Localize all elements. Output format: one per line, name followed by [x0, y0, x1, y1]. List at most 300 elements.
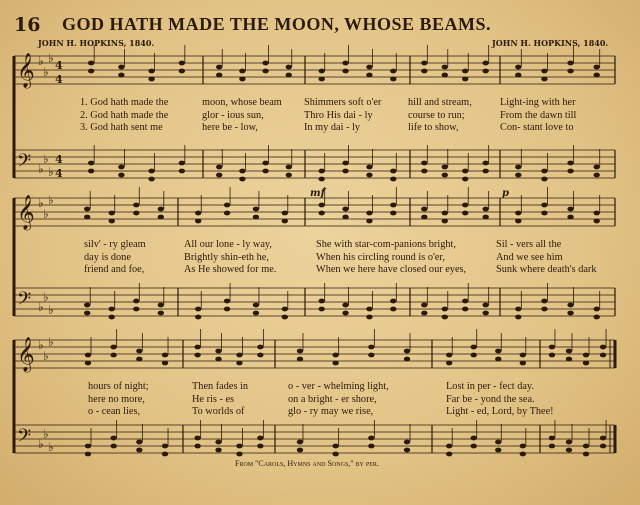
- note-head: [236, 353, 242, 358]
- note-head: [462, 211, 468, 216]
- note-head: [482, 69, 488, 74]
- lyric: glo - ry may we rise,: [288, 406, 374, 417]
- note-head: [257, 444, 263, 449]
- page-number: 16: [14, 14, 41, 36]
- lyric: o - ver - whelming light,: [288, 381, 389, 392]
- note-head: [342, 215, 348, 220]
- flat-icon: ♭: [43, 207, 49, 221]
- note-head: [319, 177, 325, 182]
- note-head: [342, 303, 348, 308]
- note-head: [515, 219, 521, 224]
- time-signature: 4: [55, 73, 63, 86]
- note-head: [162, 444, 168, 449]
- note-head: [541, 77, 547, 82]
- note-head: [462, 69, 468, 74]
- note-head: [594, 73, 600, 78]
- note-head: [462, 177, 468, 182]
- note-head: [390, 77, 396, 82]
- note-head: [549, 345, 555, 350]
- note-head: [342, 161, 348, 166]
- note-head: [515, 211, 521, 216]
- note-head: [215, 357, 221, 362]
- note-head: [366, 173, 372, 178]
- note-head: [482, 61, 488, 66]
- note-head: [224, 307, 230, 312]
- note-head: [286, 73, 292, 78]
- note-head: [236, 452, 242, 457]
- note-head: [594, 219, 600, 224]
- note-head: [462, 299, 468, 304]
- note-head: [195, 315, 201, 320]
- note-head: [85, 361, 91, 366]
- note-head: [110, 436, 116, 441]
- lyric: Then fades in: [192, 381, 249, 392]
- note-head: [421, 215, 427, 220]
- lyric: 2. God hath made the: [80, 109, 169, 121]
- note-head: [442, 173, 448, 178]
- lyric: Light-ing with her: [500, 97, 576, 108]
- note-head: [148, 169, 154, 174]
- note-head: [297, 349, 303, 354]
- note-head: [158, 311, 164, 316]
- lyric: silv' - ry gleam: [84, 239, 146, 250]
- lyric: He ris - es: [192, 393, 235, 405]
- verse-line: [88, 381, 608, 394]
- note-head: [446, 452, 452, 457]
- note-head: [216, 165, 222, 170]
- note-head: [594, 65, 600, 70]
- flat-icon: ♭: [48, 335, 54, 349]
- lyric: And we see him: [496, 251, 563, 263]
- lyric: Far be - yond the sea.: [446, 393, 535, 405]
- note-head: [520, 452, 526, 457]
- note-head: [515, 65, 521, 70]
- lyric: All our lone - ly way,: [184, 239, 272, 250]
- note-head: [179, 169, 185, 174]
- note-head: [567, 303, 573, 308]
- lyric: From the dawn till: [500, 109, 577, 121]
- note-head: [442, 315, 448, 320]
- note-head: [482, 207, 488, 212]
- treble-clef-icon: 𝄞: [17, 337, 35, 372]
- note-head: [366, 65, 372, 70]
- note-head: [110, 353, 116, 358]
- note-head: [195, 211, 201, 216]
- note-head: [471, 353, 477, 358]
- lyric: Brightly shin-eth he,: [184, 251, 269, 263]
- note-head: [404, 448, 410, 453]
- note-head: [515, 73, 521, 78]
- note-head: [600, 345, 606, 350]
- note-head: [583, 361, 589, 366]
- note-head: [88, 69, 94, 74]
- lyric: Sil - vers all the: [496, 239, 562, 250]
- note-head: [368, 345, 374, 350]
- note-head: [549, 444, 555, 449]
- composer-left: JOHN H. HOPKINS, 1840.: [38, 38, 155, 48]
- note-head: [257, 345, 263, 350]
- note-head: [253, 303, 259, 308]
- bass-clef-icon: 𝄢: [17, 151, 32, 176]
- note-head: [368, 353, 374, 358]
- note-head: [85, 444, 91, 449]
- flat-icon: ♭: [48, 165, 54, 179]
- composer-right: JOHN H. HOPKINS, 1840.: [492, 38, 609, 48]
- note-head: [133, 211, 139, 216]
- verse-line: [88, 406, 608, 419]
- note-head: [583, 452, 589, 457]
- flat-icon: ♭: [38, 162, 44, 176]
- hymn-title: GOD HATH MADE THE MOON, WHOSE BEAMS.: [62, 14, 492, 34]
- note-head: [471, 444, 477, 449]
- note-head: [286, 165, 292, 170]
- note-head: [88, 161, 94, 166]
- dynamic-p: p: [502, 188, 509, 199]
- note-head: [446, 444, 452, 449]
- note-head: [520, 361, 526, 366]
- note-head: [583, 353, 589, 358]
- note-head: [594, 211, 600, 216]
- note-head: [366, 219, 372, 224]
- dynamic-mf: mf: [310, 188, 325, 199]
- flat-icon: ♭: [43, 427, 49, 441]
- note-head: [162, 452, 168, 457]
- note-head: [471, 345, 477, 350]
- note-head: [332, 452, 338, 457]
- flat-icon: ♭: [38, 338, 44, 352]
- flat-icon: ♭: [38, 437, 44, 451]
- note-head: [286, 65, 292, 70]
- note-head: [253, 207, 259, 212]
- flat-icon: ♭: [38, 300, 44, 314]
- note-head: [462, 203, 468, 208]
- note-head: [567, 69, 573, 74]
- note-head: [319, 69, 325, 74]
- note-head: [297, 448, 303, 453]
- note-head: [85, 353, 91, 358]
- note-head: [515, 165, 521, 170]
- lyric: Con- stant love to: [500, 122, 574, 133]
- note-head: [224, 299, 230, 304]
- note-head: [282, 315, 288, 320]
- note-head: [482, 303, 488, 308]
- note-head: [148, 77, 154, 82]
- lyric: hours of night;: [88, 381, 149, 392]
- note-head: [442, 219, 448, 224]
- note-head: [583, 444, 589, 449]
- lyric: Sunk where death's dark: [496, 264, 597, 275]
- note-head: [495, 440, 501, 445]
- time-signature: 4: [55, 167, 63, 180]
- note-head: [85, 452, 91, 457]
- lyric: here be - low,: [202, 122, 258, 133]
- note-head: [567, 215, 573, 220]
- note-head: [332, 361, 338, 366]
- note-head: [136, 448, 142, 453]
- note-head: [541, 69, 547, 74]
- note-head: [216, 65, 222, 70]
- note-head: [239, 77, 245, 82]
- note-head: [109, 307, 115, 312]
- note-head: [88, 169, 94, 174]
- verse-line: [80, 97, 610, 110]
- note-head: [179, 61, 185, 66]
- note-head: [88, 61, 94, 66]
- flat-icon: ♭: [48, 193, 54, 207]
- note-head: [319, 307, 325, 312]
- note-head: [239, 69, 245, 74]
- note-head: [109, 315, 115, 320]
- note-head: [541, 203, 547, 208]
- note-head: [442, 165, 448, 170]
- lyric: When we here have closed our eyes,: [316, 264, 467, 275]
- note-head: [390, 307, 396, 312]
- note-head: [319, 203, 325, 208]
- note-head: [118, 73, 124, 78]
- note-head: [84, 303, 90, 308]
- note-head: [194, 436, 200, 441]
- note-head: [471, 436, 477, 441]
- note-head: [520, 353, 526, 358]
- lyric: friend and foe,: [84, 264, 145, 275]
- note-head: [549, 436, 555, 441]
- note-head: [566, 440, 572, 445]
- lyric: hill and stream,: [408, 97, 472, 108]
- note-head: [366, 307, 372, 312]
- lyric: When his circling round is o'er,: [316, 251, 445, 263]
- note-head: [215, 440, 221, 445]
- flat-icon: ♭: [48, 440, 54, 454]
- lyric: Thro His dai - ly: [304, 109, 373, 121]
- note-head: [390, 177, 396, 182]
- note-head: [600, 353, 606, 358]
- note-head: [133, 203, 139, 208]
- note-head: [262, 69, 268, 74]
- lyrics-system-2: [84, 239, 614, 277]
- note-head: [442, 307, 448, 312]
- lyric: life to show,: [408, 122, 459, 133]
- note-head: [421, 311, 427, 316]
- note-head: [567, 161, 573, 166]
- note-head: [109, 211, 115, 216]
- note-head: [224, 211, 230, 216]
- note-head: [600, 436, 606, 441]
- note-head: [253, 311, 259, 316]
- note-head: [462, 169, 468, 174]
- note-head: [541, 307, 547, 312]
- lyric: She with star-com-panions bright,: [316, 239, 456, 250]
- note-head: [282, 211, 288, 216]
- note-head: [541, 211, 547, 216]
- lyric: Lost in per - fect day.: [446, 381, 534, 392]
- lyric: on a bright - er shore,: [288, 393, 377, 405]
- note-head: [239, 177, 245, 182]
- note-head: [297, 440, 303, 445]
- note-head: [566, 448, 572, 453]
- note-head: [421, 69, 427, 74]
- note-head: [421, 61, 427, 66]
- verse-line: [84, 252, 614, 265]
- note-head: [133, 299, 139, 304]
- flat-icon: ♭: [38, 196, 44, 210]
- note-head: [390, 69, 396, 74]
- note-head: [594, 165, 600, 170]
- flat-icon: ♭: [43, 65, 49, 79]
- treble-clef-icon: 𝄞: [17, 53, 35, 88]
- note-head: [368, 436, 374, 441]
- flat-icon: ♭: [43, 290, 49, 304]
- bass-clef-icon: 𝄢: [17, 289, 32, 314]
- note-head: [566, 357, 572, 362]
- note-head: [342, 69, 348, 74]
- note-head: [446, 353, 452, 358]
- source-credit: From "Carols, Hymns and Songs," by per.: [235, 459, 379, 468]
- note-head: [600, 444, 606, 449]
- note-head: [224, 203, 230, 208]
- time-signature: 4: [55, 59, 63, 72]
- flat-icon: ♭: [38, 54, 44, 68]
- verse-line: [84, 239, 614, 252]
- lyric: To worlds of: [192, 406, 245, 417]
- lyric: day is done: [84, 251, 131, 263]
- note-head: [520, 444, 526, 449]
- note-head: [84, 215, 90, 220]
- note-head: [342, 169, 348, 174]
- note-head: [482, 161, 488, 166]
- note-head: [118, 173, 124, 178]
- lyric: Shimmers soft o'er: [304, 97, 382, 108]
- note-head: [421, 161, 427, 166]
- verse-line: [80, 110, 610, 123]
- note-head: [446, 361, 452, 366]
- note-head: [194, 444, 200, 449]
- note-head: [236, 361, 242, 366]
- note-head: [541, 299, 547, 304]
- note-head: [194, 353, 200, 358]
- note-head: [162, 361, 168, 366]
- note-head: [442, 73, 448, 78]
- note-head: [594, 307, 600, 312]
- note-head: [368, 444, 374, 449]
- note-head: [286, 173, 292, 178]
- note-head: [84, 207, 90, 212]
- note-head: [319, 169, 325, 174]
- note-head: [594, 315, 600, 320]
- note-head: [215, 349, 221, 354]
- verse-line: [84, 264, 614, 277]
- flat-icon: ♭: [43, 349, 49, 363]
- note-head: [215, 448, 221, 453]
- note-head: [404, 440, 410, 445]
- note-head: [262, 169, 268, 174]
- note-head: [332, 353, 338, 358]
- note-head: [342, 207, 348, 212]
- note-head: [179, 69, 185, 74]
- bass-clef-icon: 𝄢: [17, 426, 32, 451]
- note-head: [421, 207, 427, 212]
- note-head: [390, 211, 396, 216]
- lyric: course to run;: [408, 109, 465, 121]
- note-head: [462, 77, 468, 82]
- note-head: [110, 345, 116, 350]
- note-head: [342, 61, 348, 66]
- note-head: [390, 203, 396, 208]
- note-head: [162, 353, 168, 358]
- lyric: 3. God hath sent me: [80, 122, 163, 133]
- note-head: [567, 61, 573, 66]
- note-head: [495, 357, 501, 362]
- note-head: [319, 211, 325, 216]
- time-signature: 4: [55, 153, 63, 166]
- note-head: [366, 315, 372, 320]
- note-head: [216, 73, 222, 78]
- note-head: [515, 173, 521, 178]
- note-head: [257, 353, 263, 358]
- note-head: [515, 315, 521, 320]
- note-head: [495, 448, 501, 453]
- note-head: [541, 169, 547, 174]
- verse-line: [88, 394, 608, 407]
- note-head: [118, 65, 124, 70]
- note-head: [195, 307, 201, 312]
- lyrics-system-3: [88, 381, 608, 419]
- note-head: [84, 311, 90, 316]
- note-head: [482, 311, 488, 316]
- note-head: [442, 65, 448, 70]
- lyrics-system-1: [80, 97, 610, 135]
- note-head: [366, 73, 372, 78]
- note-head: [319, 77, 325, 82]
- note-head: [332, 444, 338, 449]
- lyric: Light - ed, Lord, by Thee!: [446, 406, 554, 417]
- note-head: [567, 311, 573, 316]
- note-head: [110, 444, 116, 449]
- note-head: [136, 349, 142, 354]
- lyric: As He showed for me.: [184, 264, 277, 275]
- note-head: [297, 357, 303, 362]
- note-head: [148, 177, 154, 182]
- lyric: glor - ious sun,: [202, 109, 264, 121]
- note-head: [390, 299, 396, 304]
- note-head: [109, 219, 115, 224]
- lyric: o - cean lies,: [88, 406, 141, 417]
- note-head: [366, 165, 372, 170]
- note-head: [567, 169, 573, 174]
- note-head: [495, 349, 501, 354]
- flat-icon: ♭: [48, 303, 54, 317]
- verse-line: [80, 122, 610, 135]
- note-head: [236, 444, 242, 449]
- note-head: [136, 357, 142, 362]
- lyric: moon, whose beam: [202, 97, 282, 108]
- note-head: [282, 219, 288, 224]
- note-head: [462, 307, 468, 312]
- note-head: [216, 173, 222, 178]
- flat-icon: ♭: [48, 51, 54, 65]
- note-head: [262, 61, 268, 66]
- note-head: [133, 307, 139, 312]
- note-head: [404, 357, 410, 362]
- note-head: [158, 215, 164, 220]
- note-head: [319, 299, 325, 304]
- note-head: [148, 69, 154, 74]
- note-head: [442, 211, 448, 216]
- note-head: [342, 311, 348, 316]
- note-head: [158, 207, 164, 212]
- note-head: [158, 303, 164, 308]
- note-head: [194, 345, 200, 350]
- note-head: [404, 349, 410, 354]
